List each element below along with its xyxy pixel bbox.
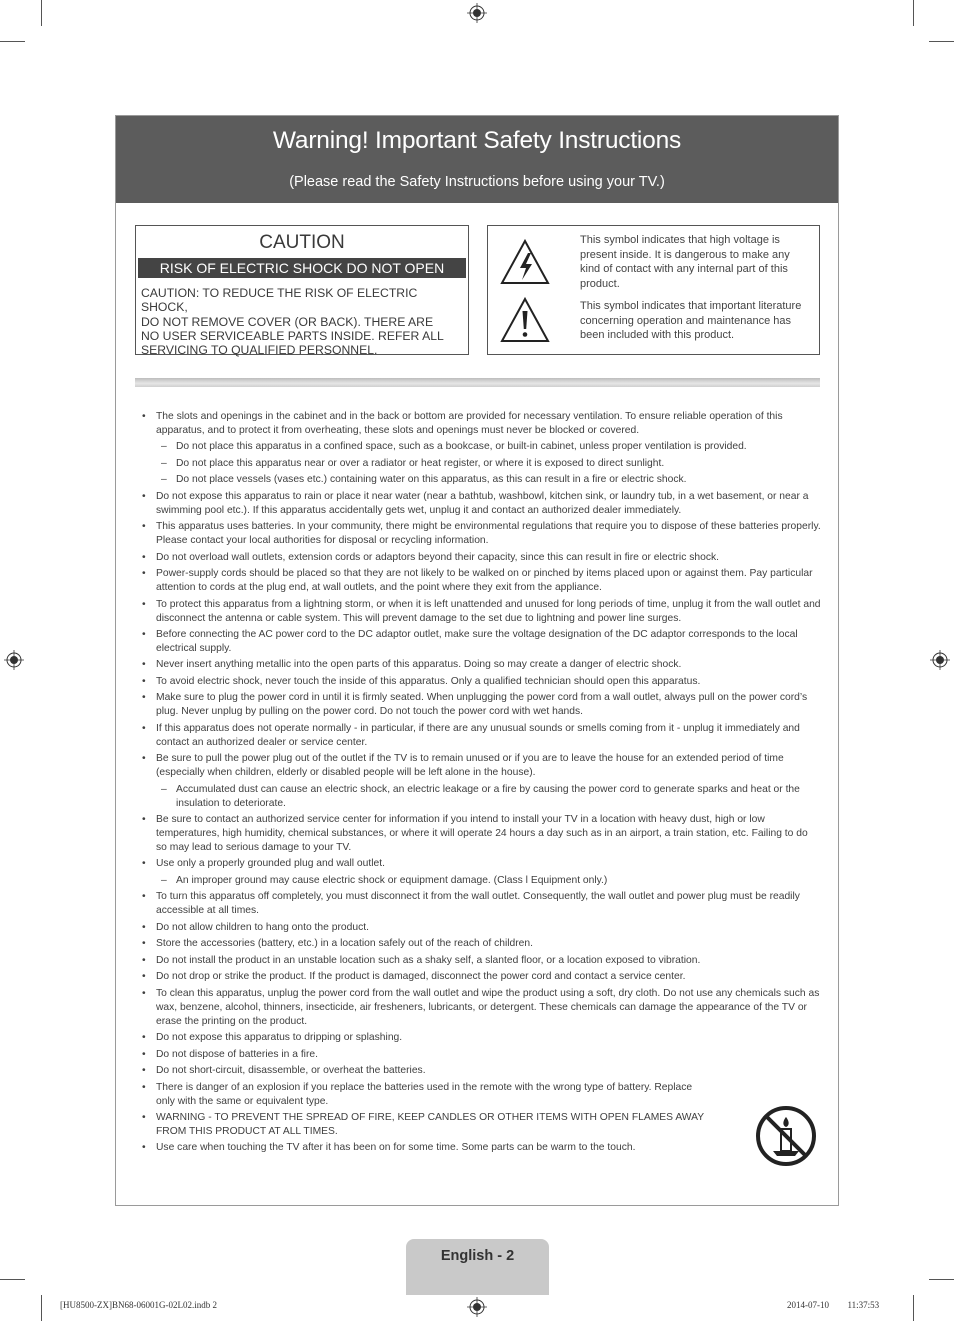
print-timestamp: 2014-07-10 ￿￿ 11:37:53	[787, 1300, 880, 1310]
bullet-marker: •	[142, 971, 146, 983]
list-item	[141, 691, 821, 719]
dash-marker: –	[161, 474, 167, 486]
list-item	[141, 1111, 821, 1139]
list-item-text: Accumulated dust can cause an electric shock, an electric leakage or a fire by causing the power cord to generate sparks and heat or the insulation to deteriorate.	[176, 783, 800, 809]
bullet-marker: •	[142, 1142, 146, 1154]
list-item-text: Do not expose this apparatus to dripping or splashing.	[156, 1032, 403, 1044]
list-item	[141, 722, 821, 750]
bullet-marker: •	[142, 1065, 146, 1077]
bullet-marker: •	[142, 987, 146, 999]
list-item-text: Do not place this apparatus near or over a radiator or heat register, or where it is exposed to direct sunlight.	[176, 457, 665, 469]
list-item-text: To protect this apparatus from a lightning storm, or when it is left unattended and unused for long periods of time, unplug it from the wall outlet and disconnect the antenna or cable system. This will prevent damage to the set due to lightning and power line surges.	[156, 598, 821, 624]
registration-mark-icon	[467, 1297, 487, 1317]
list-item	[141, 567, 821, 595]
page-subtitle: (Please read the Safety Instructions before using your TV.)	[289, 174, 665, 190]
list-item	[141, 954, 821, 968]
bullet-marker: •	[142, 629, 146, 641]
safety-panel	[115, 115, 839, 1206]
caution-box	[135, 225, 469, 358]
registration-mark-icon	[4, 650, 24, 670]
list-item-text: Do not allow children to hang onto the product.	[156, 921, 369, 933]
list-item	[141, 1048, 821, 1062]
symbols-box	[487, 225, 820, 355]
list-item	[141, 813, 821, 855]
section-divider	[135, 378, 820, 387]
list-item-text: Use care when touching the TV after it has been on for some time. Some parts can be warm to the touch.	[156, 1142, 636, 1154]
bullet-marker: •	[142, 938, 146, 950]
crop-mark	[913, 1295, 914, 1321]
bullet-marker: •	[142, 753, 146, 765]
dash-marker: –	[161, 441, 167, 453]
list-item	[141, 658, 821, 672]
list-item	[141, 857, 821, 871]
sub-list-item	[141, 874, 821, 888]
crop-mark	[41, 0, 42, 26]
caution-text	[141, 286, 462, 357]
list-item-text: Do not overload wall outlets, extension cords or adaptors beyond their capacity, since this can result in fire or electric shock.	[156, 551, 719, 563]
sub-list-item	[141, 440, 821, 454]
bullet-marker: •	[142, 551, 146, 563]
dash-marker: –	[161, 457, 167, 469]
list-item-text: To clean this apparatus, unplug the power cord from the wall outlet and wipe the product using a soft, dry cloth. Do not use any chemicals such as wax, benzene, alcohol, thinners, insecticide, air fresheners, lubricants, or detergent. These chemicals can damage the appearance of the TV or erase the printing on the product.	[156, 987, 820, 1027]
bullet-marker: •	[142, 814, 146, 826]
list-item-text: Do not drop or strike the product. If the product is damaged, disconnect the power cord and contact a service center.	[156, 971, 686, 983]
caution-line: SERVICING TO QUALIFIED PERSONNEL.	[141, 343, 378, 358]
bullet-marker: •	[142, 858, 146, 870]
exclamation-warning-icon	[499, 296, 551, 344]
registration-mark-icon	[467, 3, 487, 23]
list-item-text: To turn this apparatus off completely, you must disconnect it from the wall outlet. Consequently, the wall outlet and power plug must be readily accessible at all times.	[156, 891, 800, 917]
caution-line: NO USER SERVICEABLE PARTS INSIDE. REFER ALL	[141, 328, 444, 343]
bullet-marker: •	[142, 921, 146, 933]
list-item-text: Be sure to pull the power plug out of the outlet if the TV is to remain unused or if you are to leave the house for an extended period of time (especially when children, elderly or disabled people will be left alone in the house).	[156, 753, 784, 779]
list-item-text: Do not place vessels (vases etc.) containing water on this apparatus, as this can result in a fire or electric shock.	[176, 474, 687, 486]
crop-mark	[929, 41, 954, 42]
sub-list-item	[141, 473, 821, 487]
list-item	[141, 921, 821, 935]
list-item-text: This apparatus uses batteries. In your community, there might be environmental regulations that require you to dispose of these batteries properly. Please contact your local authorities for disposal or recycling information.	[156, 521, 821, 547]
list-item	[141, 628, 821, 656]
list-item-text: WARNING - TO PREVENT THE SPREAD OF FIRE, KEEP CANDLES OR OTHER ITEMS WITH OPEN FLAMES AWAY FROM THIS PRODUCT AT ALL TIMES.	[156, 1112, 704, 1137]
list-item	[141, 1064, 821, 1078]
list-item	[141, 970, 821, 984]
bullet-marker: •	[142, 490, 146, 502]
list-item-text: Be sure to contact an authorized service center for information if you intend to install your TV in a location with heavy dust, high or low temperatures, high humidity, chemical substances, or where it will operate 24 hours a day such as in an airport, a train station, etc. Failing to do so may lead to serious damage to your TV.	[156, 814, 808, 853]
list-item-text: The slots and openings in the cabinet and in the back or bottom are provided for necessary ventilation. To ensure reliable operation of this apparatus, and to protect it from overheating, these slots and openings must never be blocked or covered.	[156, 411, 783, 436]
list-item	[141, 410, 821, 438]
header-banner	[116, 116, 838, 203]
list-item-text: Make sure to plug the power cord in until it is firmly seated. When unplugging the power cord from a wall outlet, always pull on the power cord’s plug. Never unplug by pulling on the power cord. Do not touch the power cord with wet hands.	[156, 692, 808, 718]
instruction-list	[141, 410, 821, 1158]
sub-list-item	[141, 457, 821, 471]
list-item	[141, 1031, 821, 1045]
crop-mark	[913, 0, 914, 26]
list-item-text: Before connecting the AC power cord to the DC adaptor outlet, make sure the voltage designation of the DC adaptor corresponds to the local electrical supply.	[156, 629, 798, 654]
list-item	[141, 551, 821, 565]
list-item	[141, 490, 821, 518]
crop-mark	[929, 1279, 954, 1280]
bullet-marker: •	[142, 1081, 146, 1093]
bullet-marker: •	[142, 675, 146, 687]
page-title: Warning! Important Safety Instructions	[272, 127, 682, 154]
bullet-marker: •	[142, 598, 146, 610]
list-item	[141, 987, 821, 1029]
no-open-flame-icon	[755, 1105, 817, 1167]
dash-marker: –	[161, 783, 167, 795]
list-item-text: Store the accessories (battery, etc.) in a location safely out of the reach of children.	[156, 938, 533, 950]
bullet-marker: •	[142, 568, 146, 580]
caution-line: CAUTION: TO REDUCE THE RISK OF ELECTRIC SHOCK,	[141, 286, 418, 315]
list-item	[141, 1141, 821, 1155]
caution-line: DO NOT REMOVE COVER (OR BACK). THERE ARE	[141, 314, 434, 329]
crop-mark	[0, 41, 25, 42]
dash-marker: –	[161, 874, 167, 886]
list-item	[141, 937, 821, 951]
crop-mark	[41, 1295, 42, 1321]
caution-bar: RISK OF ELECTRIC SHOCK DO NOT OPEN	[138, 258, 466, 278]
page-number: English - 2	[440, 1248, 515, 1264]
bullet-marker: •	[142, 411, 146, 422]
list-item	[141, 1081, 821, 1109]
bullet-marker: •	[142, 659, 146, 671]
list-item-text: Do not dispose of batteries in a fire.	[156, 1048, 318, 1060]
bullet-marker: •	[142, 891, 146, 903]
caution-title: CAUTION	[259, 232, 345, 253]
list-item-text: Power-supply cords should be placed so that they are not likely to be walked on or pinched by items placed upon or against them. Pay particular attention to cords at the plug end, at wall outlets, and the point where they exit from the appliance.	[156, 568, 813, 594]
list-item-text: There is danger of an explosion if you replace the batteries used in the remote with the wrong type of battery. Replace only with the same or equivalent type.	[156, 1081, 693, 1107]
page-number-tab	[406, 1239, 549, 1295]
bullet-marker: •	[142, 692, 146, 704]
list-item	[141, 598, 821, 626]
symbol-description: This symbol indicates that important literature concerning operation and maintenance has been included with this product.	[580, 300, 802, 342]
list-item-text: Do not place this apparatus in a confined space, such as a bookcase, or built-in cabinet, unless proper ventilation is provided.	[176, 441, 747, 453]
list-item-text: To avoid electric shock, never touch the inside of this apparatus. Only a qualified technician should open this apparatus.	[156, 675, 701, 687]
bullet-marker: •	[142, 954, 146, 966]
list-item	[141, 675, 821, 689]
sub-list-item	[141, 783, 821, 811]
high-voltage-warning-icon	[499, 238, 551, 286]
list-item-text: Use only a properly grounded plug and wall outlet.	[156, 858, 385, 870]
list-item	[141, 890, 821, 918]
list-item-text: Do not install the product in an unstable location such as a shaky self, a slanted floor, or a location exposed to vibration.	[156, 954, 701, 966]
list-item-text: Do not short-circuit, disassemble, or overheat the batteries.	[156, 1065, 426, 1077]
file-slug: [HU8500-ZX]BN68-06001G-02L02.indb 2	[60, 1300, 217, 1310]
bullet-marker: •	[142, 1112, 146, 1123]
bullet-marker: •	[142, 1048, 146, 1060]
crop-mark	[0, 1279, 25, 1280]
list-item-text: Never insert anything metallic into the open parts of this apparatus. Doing so may create a danger of electric shock.	[156, 659, 682, 671]
list-item-text: If this apparatus does not operate normally - in particular, if there are any unusual sounds or smells coming from it - unplug it immediately and contact an authorized dealer or service center.	[156, 722, 800, 748]
list-item	[141, 752, 821, 780]
registration-mark-icon	[930, 650, 950, 670]
bullet-marker: •	[142, 1032, 146, 1044]
list-item	[141, 520, 821, 548]
symbol-description: This symbol indicates that high voltage is present inside. It is dangerous to make any kind of contact with any internal part of this product.	[580, 234, 790, 291]
bullet-marker: •	[142, 722, 146, 734]
list-item-text: An improper ground may cause electric shock or equipment damage. (Class l Equipment only.)	[176, 874, 608, 886]
bullet-marker: •	[142, 521, 146, 533]
list-item-text: Do not expose this apparatus to rain or place it near water (near a bathtub, washbowl, kitchen sink, or laundry tub, in a wet basement, or near a swimming pool etc.). If this apparatus accidentally gets wet, unplug it and contact an authorized dealer immediately.	[156, 490, 809, 516]
